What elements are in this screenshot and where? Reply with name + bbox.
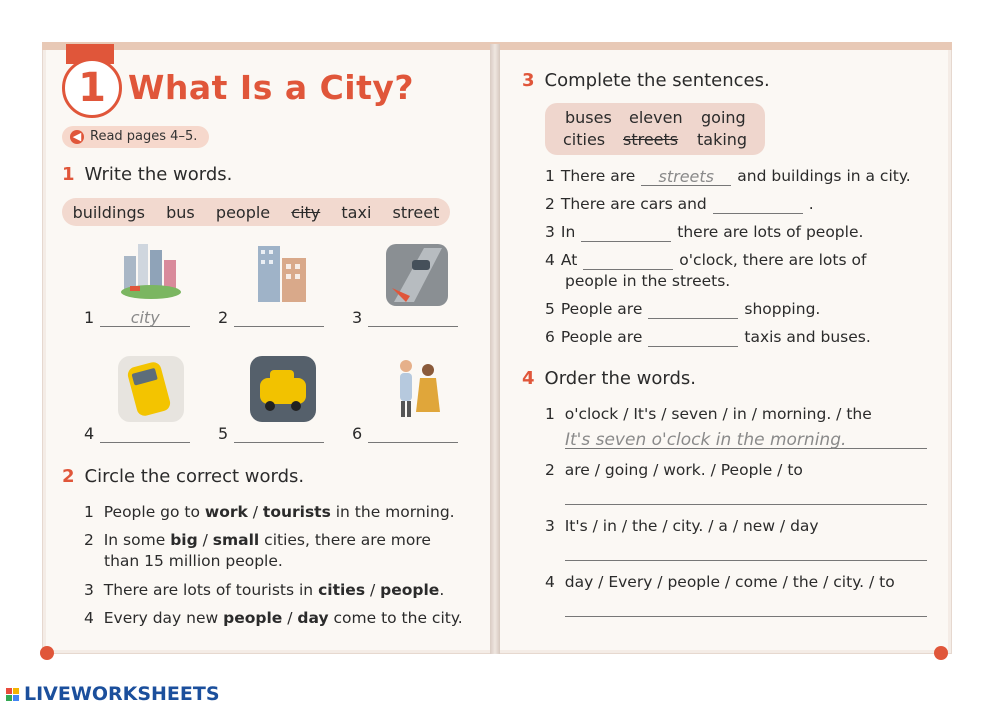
item-number: 4: [545, 251, 555, 269]
street-icon: [384, 242, 450, 308]
sentence-1: [545, 166, 911, 186]
answer-field-1[interactable]: city: [100, 308, 190, 327]
people-icon: [384, 356, 450, 422]
page-corner-dot: [934, 646, 948, 660]
circle-item-2-line2: than 15 million people.: [104, 552, 283, 570]
blank-field-2[interactable]: [713, 195, 803, 214]
item-text: come to the city.: [328, 609, 463, 627]
book-gutter: [490, 44, 500, 654]
item-number: 5: [218, 424, 229, 443]
sentence-3: [545, 222, 863, 242]
item-text: Every day new: [103, 609, 224, 627]
answer-row-6: [352, 424, 458, 443]
item-text: there are lots of people.: [677, 223, 864, 241]
section-1-heading: [62, 164, 232, 185]
order-item-1: [545, 404, 872, 424]
item-text: o'clock, there are lots of: [679, 251, 867, 269]
item-number: 6: [352, 424, 363, 443]
choice-option[interactable]: people: [223, 609, 283, 627]
item-number: 3: [545, 223, 555, 241]
item-number: 6: [545, 328, 555, 346]
word-bank-item: people: [215, 202, 271, 222]
section-2-heading: [62, 466, 304, 487]
item-text: There are cars and: [560, 195, 707, 213]
section-number: 1: [62, 164, 75, 185]
section-4-heading: [522, 368, 696, 389]
answer-row-4: [84, 424, 190, 443]
item-text: shopping.: [744, 300, 821, 318]
item-text: taxis and buses.: [744, 328, 871, 346]
arrow-left-icon: ◀: [70, 130, 84, 144]
buildings-icon: [250, 240, 316, 306]
item-prompt: day / Every / people / come / the / city. / to: [564, 573, 895, 591]
answer-field-2[interactable]: [234, 308, 324, 327]
item-text: In some: [103, 531, 171, 549]
section-heading-text: Complete the sentences.: [544, 70, 770, 91]
blank-field-5[interactable]: [648, 300, 738, 319]
word-bank-item: cities: [563, 130, 606, 149]
order-item-4: [545, 572, 895, 592]
item-number: 2: [84, 531, 94, 549]
page-title: What Is a City?: [128, 68, 415, 107]
choice-separator: /: [365, 581, 381, 599]
answer-field-6[interactable]: [368, 424, 458, 443]
section-number: 4: [522, 368, 535, 389]
word-bank-item: buses: [565, 108, 612, 127]
item-prompt: o'clock / It's / seven / in / morning. / the: [564, 405, 872, 423]
answer-row-2: [218, 308, 324, 327]
blank-field-3[interactable]: [581, 223, 671, 242]
city-skyline-icon: [118, 236, 184, 302]
sentence-6: [545, 327, 871, 347]
page-corner-dot: [40, 646, 54, 660]
choice-option[interactable]: work: [204, 503, 248, 521]
section-heading-text: Circle the correct words.: [84, 466, 305, 487]
section-heading-text: Write the words.: [84, 164, 233, 185]
item-text: .: [808, 195, 814, 213]
word-bank-item: taxi: [341, 202, 372, 222]
read-note-text: Read pages 4–5.: [90, 129, 198, 144]
logo-text: LIVEWORKSHEETS: [24, 683, 220, 705]
item-text: There are: [560, 167, 636, 185]
choice-separator: /: [197, 531, 213, 549]
choice-option[interactable]: people: [380, 581, 440, 599]
section-heading-text: Order the words.: [544, 368, 697, 389]
item-prompt: It's / in / the / city. / a / new / day: [564, 517, 819, 535]
word-bank-item-used: city: [291, 202, 321, 222]
word-bank-1: [62, 198, 450, 226]
item-number: 2: [545, 461, 555, 479]
section-3-heading: [522, 70, 770, 91]
answer-row-1: [84, 308, 190, 327]
section-number: 3: [522, 70, 535, 91]
word-bank-item: eleven: [629, 108, 683, 127]
answer-field-4[interactable]: [100, 424, 190, 443]
answer-row-5: [218, 424, 324, 443]
item-number: 2: [545, 195, 555, 213]
choice-separator: /: [247, 503, 263, 521]
answer-field-3[interactable]: [368, 308, 458, 327]
choice-option[interactable]: tourists: [262, 503, 331, 521]
circle-item-3: [84, 580, 444, 600]
answer-row-3: [352, 308, 458, 327]
item-number: 5: [545, 300, 555, 318]
item-text: cities, there are more: [259, 531, 431, 549]
item-text: in the morning.: [330, 503, 455, 521]
item-text: There are lots of tourists in: [103, 581, 319, 599]
read-pages-note: [62, 126, 209, 148]
word-bank-item: buildings: [72, 202, 145, 222]
blank-field-6[interactable]: [648, 328, 738, 347]
word-bank-3: [545, 103, 765, 155]
circle-item-2: [84, 530, 431, 550]
order-answer-1[interactable]: It's seven o'clock in the morning.: [565, 430, 927, 449]
order-item-2: [545, 460, 803, 480]
order-answer-3[interactable]: [565, 542, 927, 561]
item-number: 4: [84, 609, 94, 627]
choice-option[interactable]: big: [170, 531, 198, 549]
order-answer-4[interactable]: [565, 598, 927, 617]
order-item-3: [545, 516, 819, 536]
logo-grid-icon: [6, 688, 19, 701]
sentence-5: [545, 299, 820, 319]
choice-separator: /: [282, 609, 298, 627]
item-number: 4: [545, 573, 555, 591]
item-text: People are: [560, 328, 643, 346]
item-text: and buildings in a city.: [737, 167, 911, 185]
answer-field-5[interactable]: [234, 424, 324, 443]
item-number: 1: [84, 308, 95, 327]
item-text: At: [560, 251, 578, 269]
choice-option[interactable]: day: [297, 609, 329, 627]
item-number: 1: [545, 405, 555, 423]
word-bank-item: going: [701, 108, 746, 127]
item-text: .: [439, 581, 445, 599]
circle-item-4: [84, 608, 463, 628]
sentence-4-line2: people in the streets.: [565, 272, 731, 290]
word-bank-item: taking: [697, 130, 748, 149]
taxi-icon: [250, 356, 316, 422]
item-number: 3: [352, 308, 363, 327]
item-number: 1: [84, 503, 94, 521]
order-answer-2[interactable]: [565, 486, 927, 505]
item-text: In: [560, 223, 576, 241]
item-number: 3: [545, 517, 555, 535]
item-number: 2: [218, 308, 229, 327]
sentence-2: [545, 194, 814, 214]
item-number: 1: [545, 167, 555, 185]
bus-icon: [118, 356, 184, 422]
circle-item-1: [84, 502, 455, 522]
blank-field-4[interactable]: [583, 251, 673, 270]
word-bank-item-used: streets: [623, 130, 679, 149]
blank-field-1[interactable]: streets: [641, 167, 731, 186]
unit-number-badge: 1: [62, 58, 122, 118]
sentence-4: [545, 250, 866, 270]
item-text: People are: [560, 300, 643, 318]
section-number: 2: [62, 466, 75, 487]
liveworksheets-logo[interactable]: [6, 683, 220, 705]
item-number: 4: [84, 424, 95, 443]
item-number: 3: [84, 581, 94, 599]
word-bank-item: street: [392, 202, 440, 222]
item-prompt: are / going / work. / People / to: [564, 461, 803, 479]
choice-option[interactable]: small: [212, 531, 260, 549]
word-bank-item: bus: [166, 202, 195, 222]
choice-option[interactable]: cities: [318, 581, 366, 599]
item-text: People go to: [103, 503, 205, 521]
